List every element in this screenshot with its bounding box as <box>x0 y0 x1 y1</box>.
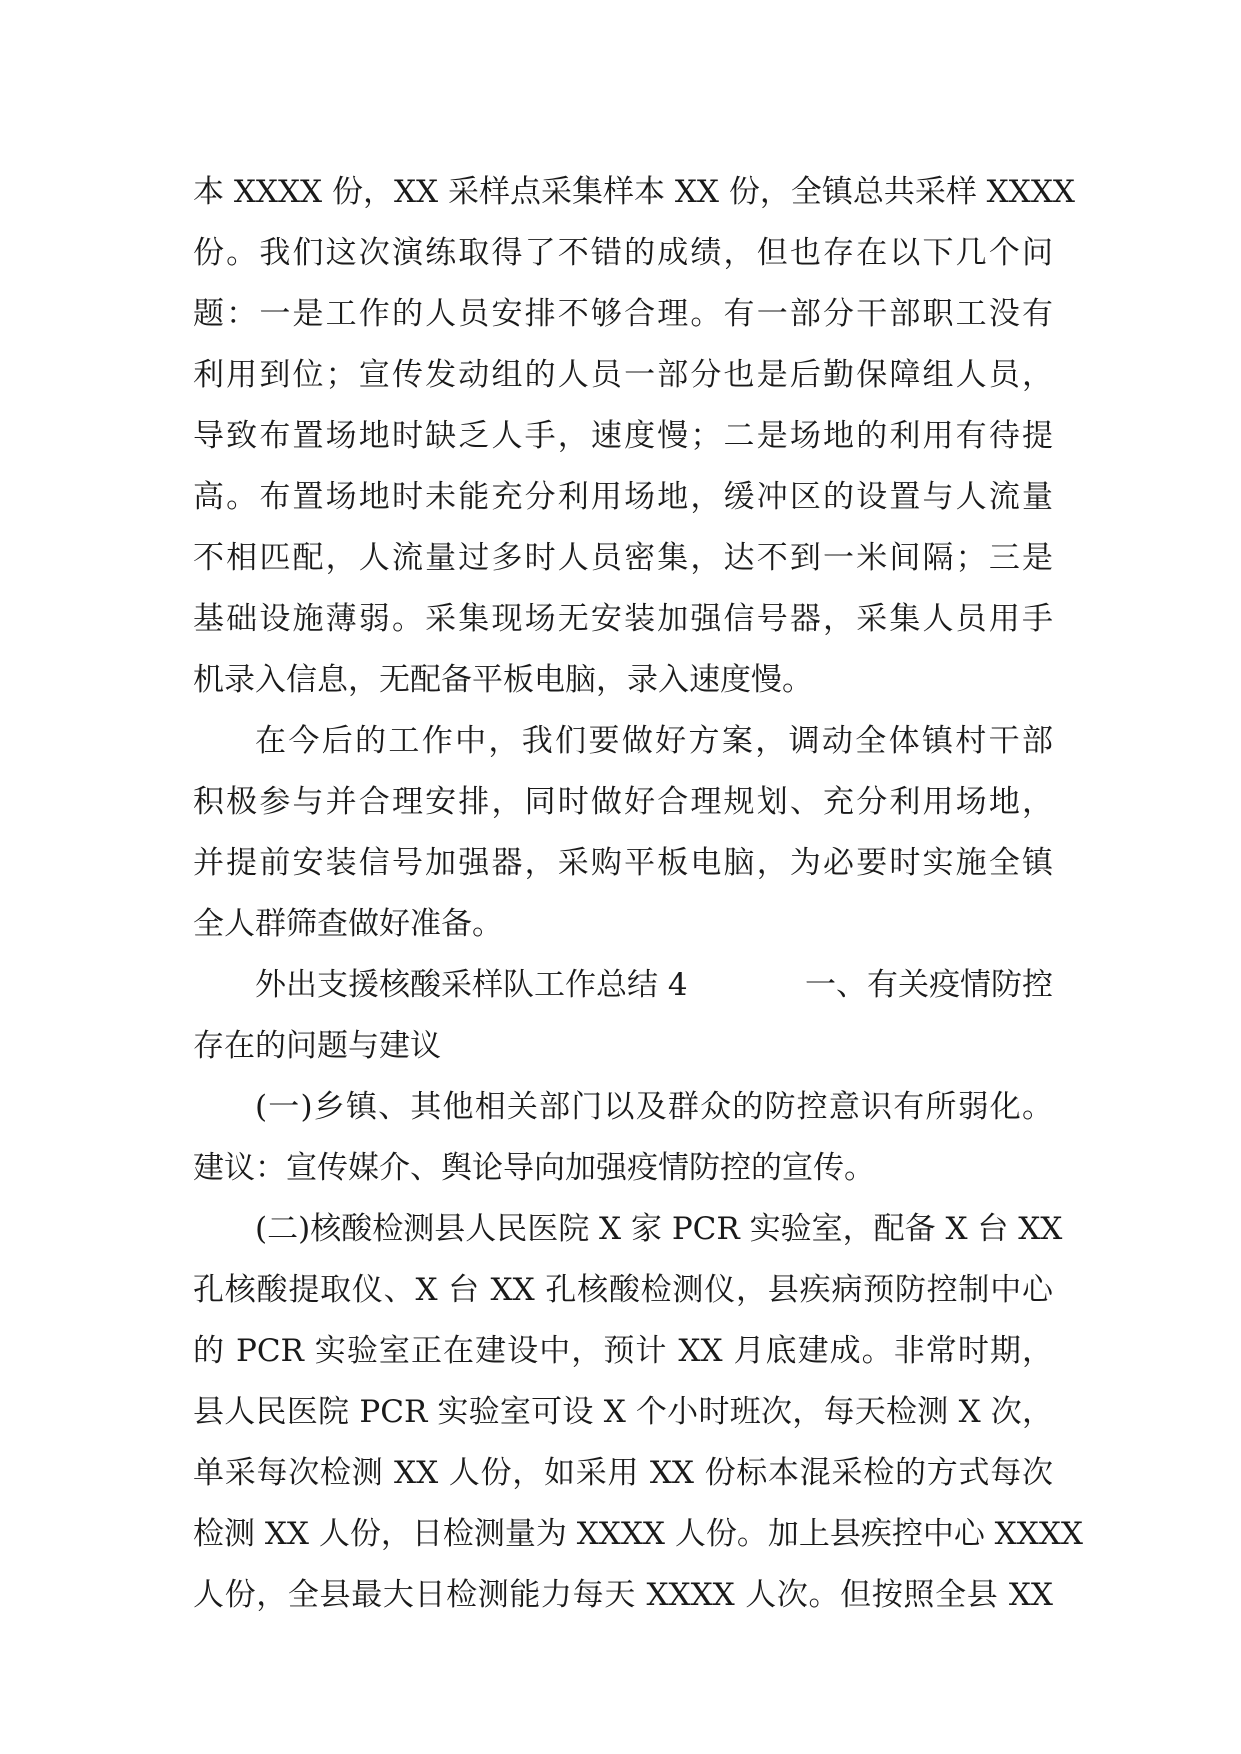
paragraph-start-line: 在今后的工作中，我们要做好方案，调动全体镇村干部 <box>255 723 1053 759</box>
body-line: 检测 XX 人份，日检测量为 XXXX 人份。加上县疾控中心 XXXX <box>193 1516 1083 1552</box>
body-line: 全人群筛查做好准备。 <box>193 906 503 942</box>
body-line: 导致布置场地时缺乏人手，速度慢；二是场地的利用有待提 <box>193 418 1053 454</box>
body-line: 单采每次检测 XX 人份，如采用 XX 份标本混采检的方式每次 <box>193 1455 1053 1491</box>
body-line: 人份，全县最大日检测能力每天 XXXX 人次。但按照全县 XX <box>193 1577 1053 1613</box>
body-line: 题：一是工作的人员安排不够合理。有一部分干部职工没有 <box>193 296 1053 332</box>
body-line: 建议：宣传媒介、舆论导向加强疫情防控的宣传。 <box>193 1150 875 1186</box>
body-line: 高。布置场地时未能充分利用场地，缓冲区的设置与人流量 <box>193 479 1053 515</box>
body-line: 并提前安装信号加强器，采购平板电脑，为必要时实施全镇 <box>193 845 1053 881</box>
paragraph-start-line: (二)核酸检测县人民医院 X 家 PCR 实验室，配备 X 台 XX <box>255 1211 1063 1247</box>
section-heading: 一、有关疫情防控 <box>805 967 1053 1003</box>
body-line: 利用到位；宣传发动组的人员一部分也是后勤保障组人员， <box>193 357 1053 393</box>
document-title: 外出支援核酸采样队工作总结 4 <box>255 967 688 1003</box>
body-line: 机录入信息，无配备平板电脑，录入速度慢。 <box>193 662 813 698</box>
body-line: 存在的问题与建议 <box>193 1028 441 1064</box>
paragraph-start-line: (一)乡镇、其他相关部门以及群众的防控意识有所弱化。 <box>255 1089 1053 1125</box>
body-line: 孔核酸提取仪、X 台 XX 孔核酸检测仪，县疾病预防控制中心 <box>193 1272 1053 1308</box>
body-line: 份。我们这次演练取得了不错的成绩，但也存在以下几个问 <box>193 235 1053 271</box>
body-line: 本 XXXX 份，XX 采样点采集样本 XX 份，全镇总共采样 XXXX <box>193 174 1075 210</box>
body-line: 积极参与并合理安排，同时做好合理规划、充分利用场地， <box>193 784 1053 820</box>
document-body <box>193 162 1083 1626</box>
body-line: 的 PCR 实验室正在建设中，预计 XX 月底建成。非常时期， <box>193 1333 1053 1369</box>
body-line: 基础设施薄弱。采集现场无安装加强信号器，采集人员用手 <box>193 601 1053 637</box>
body-line: 县人民医院 PCR 实验室可设 X 个小时班次，每天检测 X 次， <box>193 1394 1053 1430</box>
body-line: 不相匹配，人流量过多时人员密集，达不到一米间隔；三是 <box>193 540 1053 576</box>
section-heading-line <box>193 955 1053 1016</box>
